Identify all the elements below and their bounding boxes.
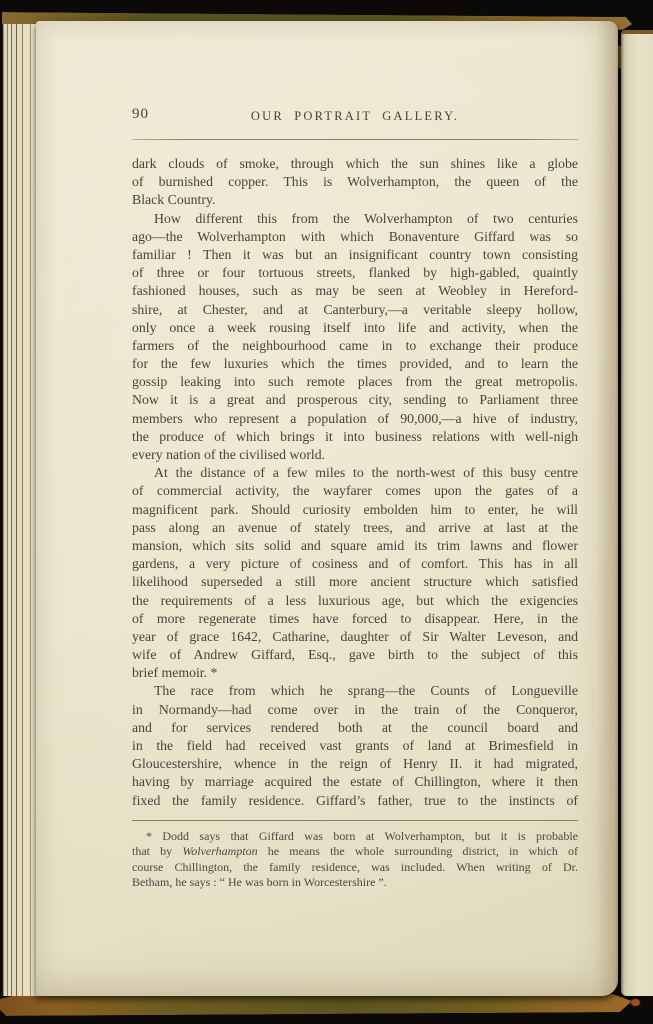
paragraph <box>132 155 578 210</box>
book-page <box>36 21 618 996</box>
text-line: Now it is a great and prosperous city, sending to Parliament three <box>132 392 578 408</box>
footnote-segment: that by <box>132 844 183 859</box>
header-rule <box>132 139 578 140</box>
text-line: fixed the family residence. Giffard’s father, true to the instincts of <box>132 792 578 808</box>
body-text <box>132 155 578 810</box>
text-line: farmers of the neighbourhood came in to exchange their produce <box>132 337 578 353</box>
footnote-segment: * Dodd says that Giffard was born at Wolverhampton, but it is probable <box>146 829 578 843</box>
text-line: only once a week rousing itself into life and activity, when the <box>132 319 578 335</box>
text-line: members who represent a population of 90,000,—a hive of industry, <box>132 410 578 426</box>
text-line: fashioned houses, such as may be seen at Weobley in Hereford- <box>132 283 578 299</box>
text-line: brief memoir. * <box>132 665 218 681</box>
text-line: wife of Andrew Giffard, Esq., gave birth to the subject of this <box>132 647 578 663</box>
text-line: of commercial activity, the wayfarer comes upon the gates of a <box>132 483 578 499</box>
text-line: ago—the Wolverhampton with which Bonaventure Giffard was so <box>132 228 578 244</box>
text-line: and for services rendered both at the council board and <box>132 719 578 735</box>
footnote-rule <box>132 820 578 821</box>
text-line: pass along an avenue of stately trees, and arrive at last at the <box>132 519 578 535</box>
footnote-line <box>132 860 578 875</box>
footnote-segment: course Chillington, the family residence, was included. When writing of Dr. <box>132 859 578 874</box>
text-line: for the few luxuries which the times provided, and to learn the <box>132 356 578 372</box>
text-line: Black Country. <box>132 192 216 208</box>
text-line: magnificent park. Should curiosity embolden him to enter, he will <box>132 501 578 517</box>
text-line: shire, at Chester, and at Canterbury,—a veritable sleepy hollow, <box>132 301 578 317</box>
text-line: The race from which he sprang—the Counts of Longueville <box>154 683 578 699</box>
text-line: mansion, which sits solid and square amid its trim lawns and flower <box>132 537 578 553</box>
cover-clasp-dot <box>631 999 640 1006</box>
text-line: of burnished copper. This is Wolverhampton, the queen of the <box>132 174 578 190</box>
text-line: the requirements of a less luxurious age, but which the exigencies <box>132 592 578 608</box>
facing-page-edge <box>621 30 653 996</box>
text-line: the produce of which brings it into business relations with well-nigh <box>132 428 578 444</box>
text-line: every nation of the civilised world. <box>132 447 326 462</box>
text-line: in the field had received vast grants of land at Brimesfield in <box>132 738 578 753</box>
text-line: Gloucestershire, whence in the reign of Henry II. it had migrated, <box>132 756 578 772</box>
footnote-line <box>132 829 578 844</box>
text-line: gardens, a very picture of cosiness and of comfort. This has in all <box>132 556 578 572</box>
paragraph <box>132 682 578 809</box>
paragraph <box>132 210 578 465</box>
text-line: year of grace 1642, Catharine, daughter of Sir Walter Leveson, and <box>132 628 578 644</box>
paragraph <box>132 464 578 682</box>
footnote-line <box>132 844 578 859</box>
footnote-italic-text: Wolverhampton <box>182 844 258 859</box>
footnote-segment: Betham, he says : “ He was born in Worcestershire ”. <box>132 875 387 890</box>
text-line: likelihood superseded a still more ancient structure which satisfied <box>132 574 578 590</box>
footnote-segment: he means the whole surrounding district, in which of <box>257 844 578 859</box>
text-line: familiar ! Then it was but an insignificant country town consisting <box>132 246 578 262</box>
text-line: of three or four tortuous streets, flanked by high-gabled, quaintly <box>132 265 578 281</box>
page-number: 90 <box>132 106 149 122</box>
footnote-line <box>132 875 578 890</box>
text-line: dark clouds of smoke, through which the sun shines like a globe <box>132 156 578 171</box>
text-line: in Normandy—had come over in the train of the Conqueror, <box>132 701 578 717</box>
text-line: gossip leaking into such remote places from the great metropolis. <box>132 374 578 390</box>
running-title: OUR PORTRAIT GALLERY. <box>250 109 460 123</box>
text-line: having by marriage acquired the estate of Chillington, where it then <box>132 774 578 790</box>
page-edges-left <box>2 24 38 996</box>
text-line: How different this from the Wolverhampton of two centuries <box>154 210 578 226</box>
text-line: At the distance of a few miles to the north-west of this busy centre <box>154 465 578 481</box>
footnote-text <box>132 829 578 891</box>
text-line: of more regenerate times have forced to disappear. Here, in the <box>132 610 578 626</box>
